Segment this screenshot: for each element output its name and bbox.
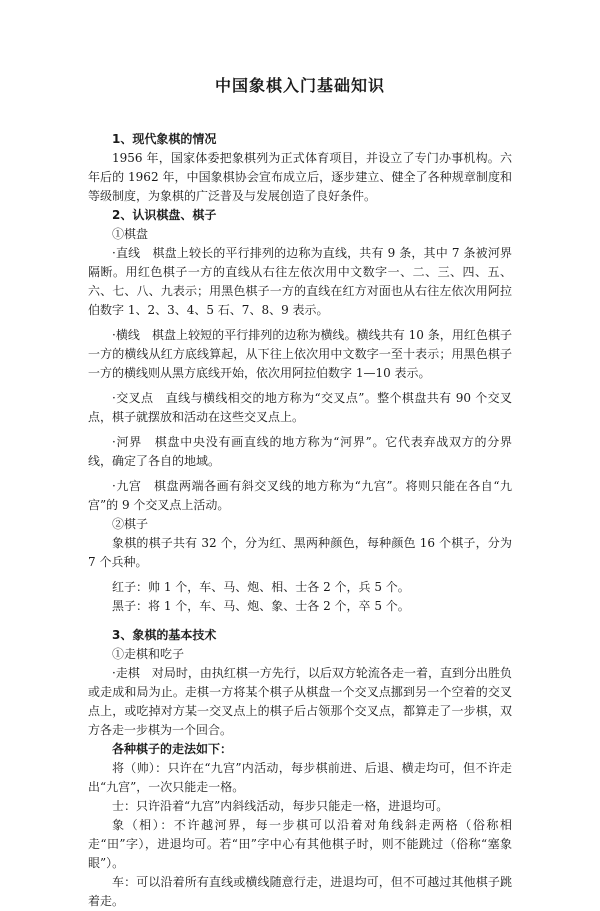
paragraph-red-pieces: 红子：帅 1 个，车、马、炮、相、士各 2 个，兵 5 个。 (112, 580, 410, 594)
section-2-heading: 2、认识棋盘、棋子 (112, 208, 217, 222)
subheading-qizi: ②棋子 (112, 517, 149, 531)
paragraph-zouqi: ·走棋 对局时，由执红棋一方先行，以后双方轮流各走一着，直到分出胜负或走成和局为止。走棋一方将某个棋子从棋盘一个交叉点挪到另一个空着的交叉点上，或吃掉对方某一交叉点上的棋子后占领那个交叉点，都算走了一步棋，双方各走一步棋为一个回合。 (88, 666, 512, 737)
paragraph-che: 车：可以沿着所有直线或横线随意行走，进退均可，但不可越过其他棋子跳着走。 (88, 875, 512, 908)
subheading-zouqi: ①走棋和吃子 (112, 647, 185, 661)
section-3-heading: 3、象棋的基本技术 (112, 628, 217, 642)
paragraph-hengxian: ·横线 棋盘上较短的平行排列的边称为横线。横线共有 10 条，用红色棋子一方的横线从红方底线算起，从下往上依次用中文数字一至十表示；用黑色棋子一方的横线则从黑方底线开始，依次用阿拉伯数字 1—10 表示。 (88, 328, 512, 380)
paragraph-hejie: ·河界 棋盘中央没有画直线的地方称为“河界”。它代表弃战双方的分界线，确定了各自的地域。 (88, 435, 512, 468)
paragraph-shi: 士：只许沿着“九宫”内斜线活动，每步只能走一格，进退均可。 (112, 799, 449, 813)
document-title: 中国象棋入门基础知识 (214, 76, 385, 95)
paragraph-jiaochadian: ·交叉点 直线与横线相交的地方称为“交叉点”。整个棋盘共有 90 个交叉点，棋子就摆放和活动在这些交叉点上。 (88, 391, 512, 424)
paragraph-qizi: 象棋的棋子共有 32 个，分为红、黑两种颜色，每种颜色 16 个棋子，分为 7 个兵种。 (88, 536, 512, 569)
moves-heading: 各种棋子的走法如下： (112, 742, 233, 756)
paragraph-jiugong: ·九宫 棋盘两端各画有斜交叉线的地方称为“九宫”。将则只能在各自“九宫”的 9 个交叉点上活动。 (88, 479, 512, 512)
section-1-heading: 1、现代象棋的情况 (112, 132, 217, 146)
subheading-qipan: ①棋盘 (112, 227, 149, 241)
paragraph-xiang: 象（相）：不许越河界，每一步棋可以沿着对角线斜走两格（俗称相走“田”字），进退均可。若“田”字中心有其他棋子时，则不能跳过（俗称“塞象眼”）。 (88, 818, 512, 870)
paragraph-black-pieces: 黑子：将 1 个，车、马、炮、象、士各 2 个，卒 5 个。 (112, 599, 410, 613)
paragraph-zhixian: ·直线 棋盘上较长的平行排列的边称为直线，共有 9 条，其中 7 条被河界隔断。用红色棋子一方的直线从右往左依次用中文数字一、二、三、四、五、六、七、八、九表示；用黑色棋子一方的直线在红方对面也从右往左依次用阿拉伯数字 1、2、3、4、5 石、7、8、9 表示。 (88, 246, 512, 317)
section-1-paragraph: 1956 年，国家体委把象棋列为正式体育项目，并设立了专门办事机构。六年后的 1962 年，中国象棋协会宣布成立后，逐步建立、健全了各种规章制度和等级制度，为象棋的广泛普及与发展创造了良好条件。 (88, 151, 512, 203)
paragraph-jiang: 将（帅）：只许在“九宫”内活动，每步棋前进、后退、横走均可，但不许走出“九宫”，一次只能走一格。 (88, 761, 512, 794)
